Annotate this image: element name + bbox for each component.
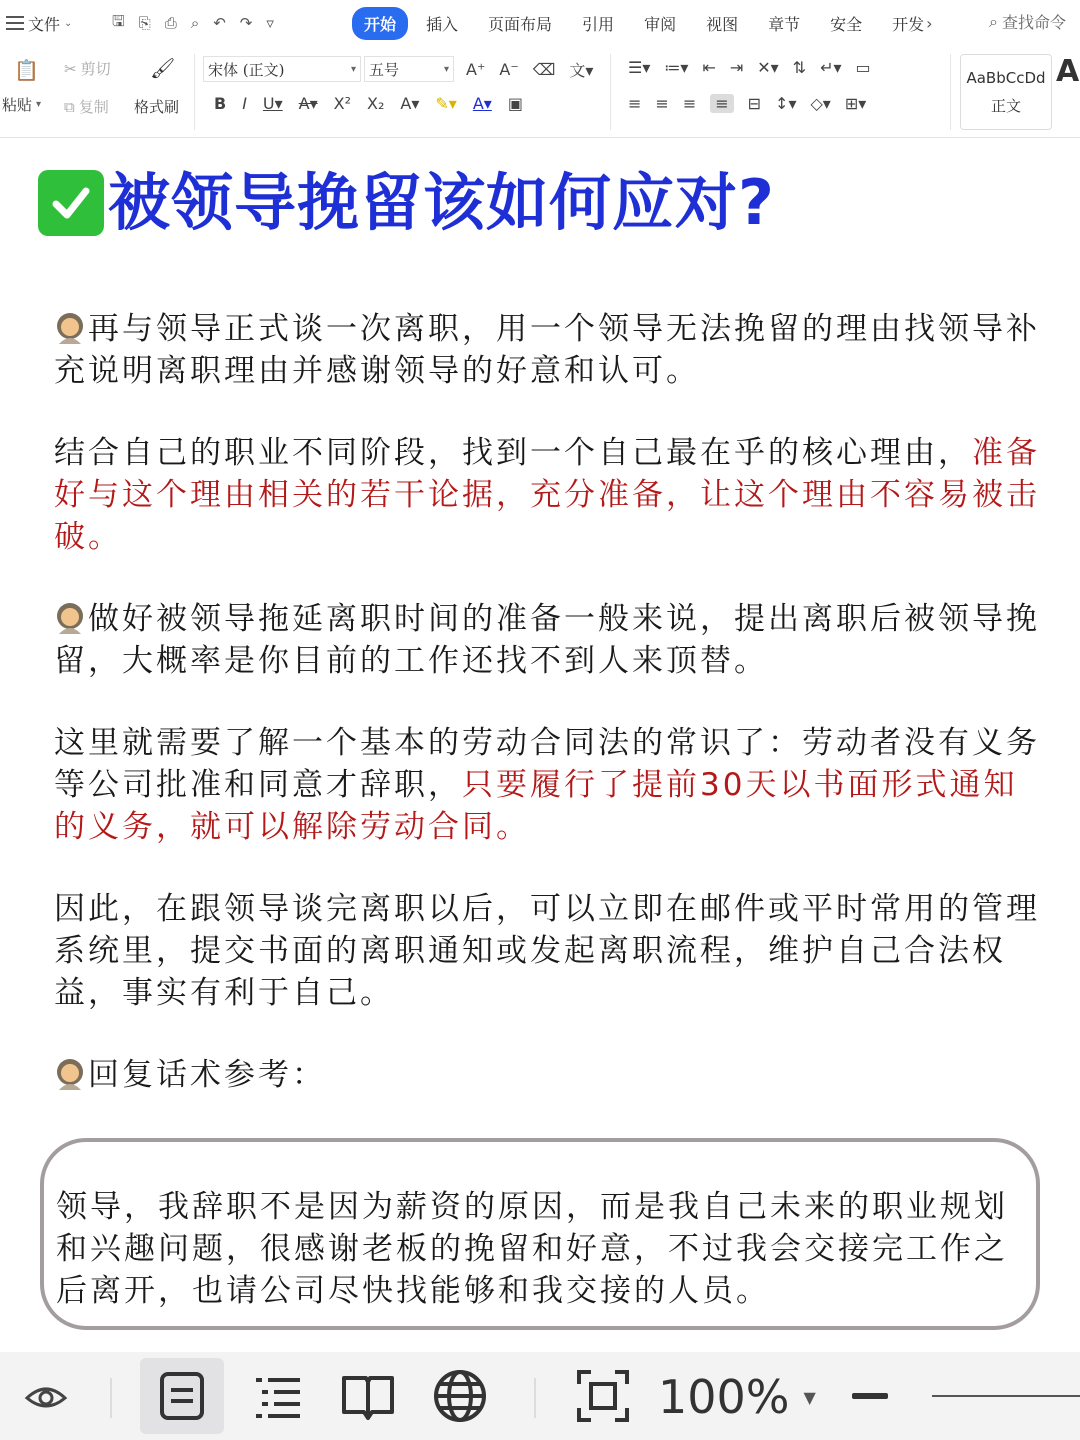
- divider: [110, 1378, 112, 1418]
- bullet-list-icon[interactable]: ☰▾: [628, 58, 651, 77]
- customize-icon[interactable]: ▿: [266, 14, 274, 32]
- page-view-icon[interactable]: [140, 1358, 224, 1434]
- zoom-slider[interactable]: [930, 1352, 1080, 1440]
- paste-icon[interactable]: 📋: [14, 58, 39, 82]
- chevron-down-icon: ▾: [36, 99, 42, 110]
- paragraph-6-text: 回复话术参考：: [88, 1057, 326, 1093]
- divider: [950, 54, 951, 130]
- paragraph-3: [54, 598, 1044, 682]
- line-spacing-icon[interactable]: ↕▾: [775, 94, 797, 113]
- chinese-layout-icon[interactable]: ✕▾: [757, 58, 779, 77]
- fit-page-icon[interactable]: [566, 1352, 640, 1440]
- justify-icon[interactable]: ≡: [710, 94, 733, 113]
- chevron-right-icon[interactable]: ›: [926, 13, 933, 33]
- cut-button[interactable]: [64, 58, 111, 79]
- subscript-icon[interactable]: X₂: [367, 94, 385, 113]
- bold-icon[interactable]: B: [214, 94, 227, 113]
- save-icon[interactable]: 🖫: [112, 11, 125, 30]
- sort-icon[interactable]: ⇅: [792, 58, 807, 77]
- tab-references[interactable]: 引用: [582, 14, 615, 34]
- hamburger-icon: [6, 16, 24, 30]
- font-style-row: [214, 94, 523, 113]
- style-name: 正文: [990, 96, 1021, 115]
- paragraph-2-highlight: 准备好与这个理由相关的若干论据，充分准备，让这个理由不容易被击破。: [54, 435, 1040, 555]
- zoom-select[interactable]: [658, 1370, 816, 1424]
- reply-quote-text: 领导，我辞职不是因为薪资的原因，而是我自己未来的职业规划和兴趣问题，很感谢老板的挽留和好意，不过我会交接完工作之后离开，也请公司尽快找能够和我交接的人员。: [56, 1189, 1008, 1309]
- zoom-value: 100%: [658, 1370, 790, 1424]
- web-layout-icon[interactable]: [420, 1352, 500, 1440]
- ruler-icon[interactable]: ▭: [855, 58, 871, 77]
- paragraph-2-text: 结合自己的职业不同阶段，找到一个自己最在乎的核心理由，: [54, 435, 972, 471]
- borders-icon[interactable]: ⊞▾: [844, 94, 867, 113]
- search-icon: ⌕: [989, 11, 998, 31]
- tab-insert[interactable]: 插入: [426, 14, 459, 34]
- paragraph-1-text: 再与领导正式谈一次离职，用一个领导无法挽留的理由找领导补充说明离职理由并感谢领导的好意和认可。: [54, 311, 1040, 389]
- char-border-icon[interactable]: ▣: [507, 94, 523, 113]
- ribbon-tab-bar: [0, 0, 1080, 46]
- copy-icon: ⧉: [64, 97, 75, 116]
- zoom-out-icon[interactable]: [846, 1352, 894, 1440]
- print-preview-icon[interactable]: ⌕: [190, 14, 200, 32]
- decrease-indent-icon[interactable]: ⇤: [702, 58, 716, 77]
- brush-icon[interactable]: 🖌: [150, 56, 176, 80]
- person-emoji-icon: [54, 1058, 86, 1090]
- paragraph-4-text: 这里就需要了解一个基本的劳动合同法的常识了：劳动者没有义务等公司批准和同意才辞职，: [54, 725, 1040, 803]
- strikethrough-icon[interactable]: A▾: [298, 94, 318, 113]
- paragraph-2: [54, 432, 1044, 558]
- ribbon-toolbar: [0, 46, 1080, 138]
- align-left-icon[interactable]: ≡: [628, 94, 642, 113]
- search-command[interactable]: [989, 10, 1066, 33]
- paragraph-4: [54, 722, 1044, 848]
- font-size-value: 五号: [369, 60, 400, 79]
- tab-security[interactable]: 安全: [830, 14, 863, 34]
- divider: [534, 1378, 536, 1418]
- shading-icon[interactable]: ◇▾: [810, 94, 831, 113]
- paste-label: 粘贴: [2, 96, 33, 114]
- tab-page-layout[interactable]: 页面布局: [488, 14, 553, 34]
- alignment-row: [628, 94, 866, 113]
- tab-home[interactable]: 开始: [352, 7, 408, 40]
- print-icon[interactable]: ⎙: [164, 14, 177, 32]
- scissors-icon: ✂: [64, 59, 77, 78]
- font-size-select[interactable]: [364, 56, 454, 82]
- search-command-label: 查找命令: [1001, 13, 1066, 32]
- tab-chapter[interactable]: 章节: [768, 14, 801, 34]
- document-page[interactable]: [0, 140, 1080, 1352]
- divider: [194, 54, 195, 130]
- title-text: 被领导挽留该如何应对?: [108, 166, 775, 239]
- highlight-icon[interactable]: ✎▾: [435, 94, 457, 113]
- grow-font-icon[interactable]: A⁺: [466, 60, 486, 79]
- align-center-icon[interactable]: ≡: [655, 94, 669, 113]
- font-tools-row: [466, 58, 593, 81]
- outline-view-icon[interactable]: [240, 1352, 316, 1440]
- shrink-font-icon[interactable]: A⁻: [499, 60, 519, 79]
- ribbon-tabs: [352, 7, 933, 40]
- chevron-down-icon: ▾: [443, 63, 449, 75]
- cut-label: 剪切: [80, 60, 111, 78]
- italic-icon[interactable]: I: [242, 94, 247, 113]
- paragraph-3-text: 做好被领导拖延离职时间的准备一般来说，提出离职后被领导挽留，大概率是你目前的工作还找不到人来顶替。: [54, 601, 1040, 679]
- undo-icon[interactable]: ↶: [213, 14, 226, 32]
- chevron-down-icon: ▼: [803, 1387, 816, 1407]
- paragraph-tools-row: [628, 58, 871, 77]
- increase-indent-icon[interactable]: ⇥: [729, 58, 744, 77]
- paragraph-4-highlight: 只要履行了提前30天以书面形式通知的义务，就可以解除劳动合同。: [54, 767, 1018, 845]
- chevron-down-icon: ⌄: [64, 17, 73, 29]
- eye-protection-icon[interactable]: [14, 1352, 78, 1440]
- paragraph-1: [54, 308, 1044, 392]
- font-color-icon[interactable]: A▾: [472, 94, 492, 113]
- copy-label: 复制: [78, 98, 109, 116]
- format-painter-label: 格式刷: [134, 98, 180, 116]
- superscript-icon[interactable]: X²: [333, 94, 352, 113]
- clear-format-icon[interactable]: ⌫: [532, 60, 556, 79]
- file-menu[interactable]: [0, 12, 102, 35]
- style-normal[interactable]: [960, 54, 1052, 130]
- tab-view[interactable]: 视图: [706, 14, 739, 34]
- paragraph-6: [54, 1054, 1044, 1096]
- check-mark-icon: [38, 170, 104, 236]
- redo-icon[interactable]: ↷: [239, 14, 253, 32]
- reading-mode-icon[interactable]: [330, 1352, 406, 1440]
- align-right-icon[interactable]: ≡: [682, 94, 697, 113]
- text-effect-icon[interactable]: A▾: [400, 94, 420, 113]
- underline-icon[interactable]: U▾: [262, 94, 283, 113]
- numbered-list-icon[interactable]: ≔▾: [664, 58, 689, 77]
- document-title: [38, 166, 775, 239]
- show-marks-icon[interactable]: ↵▾: [820, 58, 842, 77]
- style-preview: AaBbCcDd: [966, 68, 1046, 87]
- person-emoji-icon: [54, 312, 86, 344]
- phonetic-guide-icon[interactable]: 文▾: [569, 61, 594, 80]
- paragraph-5-text: 因此，在跟领导谈完离职以后，可以立即在邮件或平时常用的管理系统里，提交书面的离职通知或发起离职流程，维护自己合法权益，事实有利于自己。: [54, 891, 1040, 1011]
- paragraph-5: [54, 888, 1044, 1014]
- export-pdf-icon[interactable]: ⎘: [138, 14, 151, 32]
- paste-button[interactable]: [2, 94, 41, 115]
- person-emoji-icon: [54, 602, 86, 634]
- distributed-icon[interactable]: ⊟: [747, 94, 762, 113]
- font-family-select[interactable]: [203, 56, 361, 82]
- file-menu-label: 文件: [28, 14, 61, 34]
- copy-button[interactable]: [64, 96, 109, 117]
- chevron-down-icon: ▾: [350, 63, 356, 75]
- quick-access-toolbar: [102, 11, 352, 36]
- reply-quote-box: [40, 1138, 1040, 1330]
- tab-review[interactable]: 审阅: [644, 14, 677, 34]
- style-heading[interactable]: A: [1056, 54, 1080, 89]
- status-bar: [0, 1352, 1080, 1440]
- divider: [610, 54, 611, 130]
- tab-developer[interactable]: 开发: [892, 14, 925, 34]
- format-painter-button[interactable]: [134, 96, 179, 117]
- font-family-value: 宋体 (正文): [208, 60, 285, 79]
